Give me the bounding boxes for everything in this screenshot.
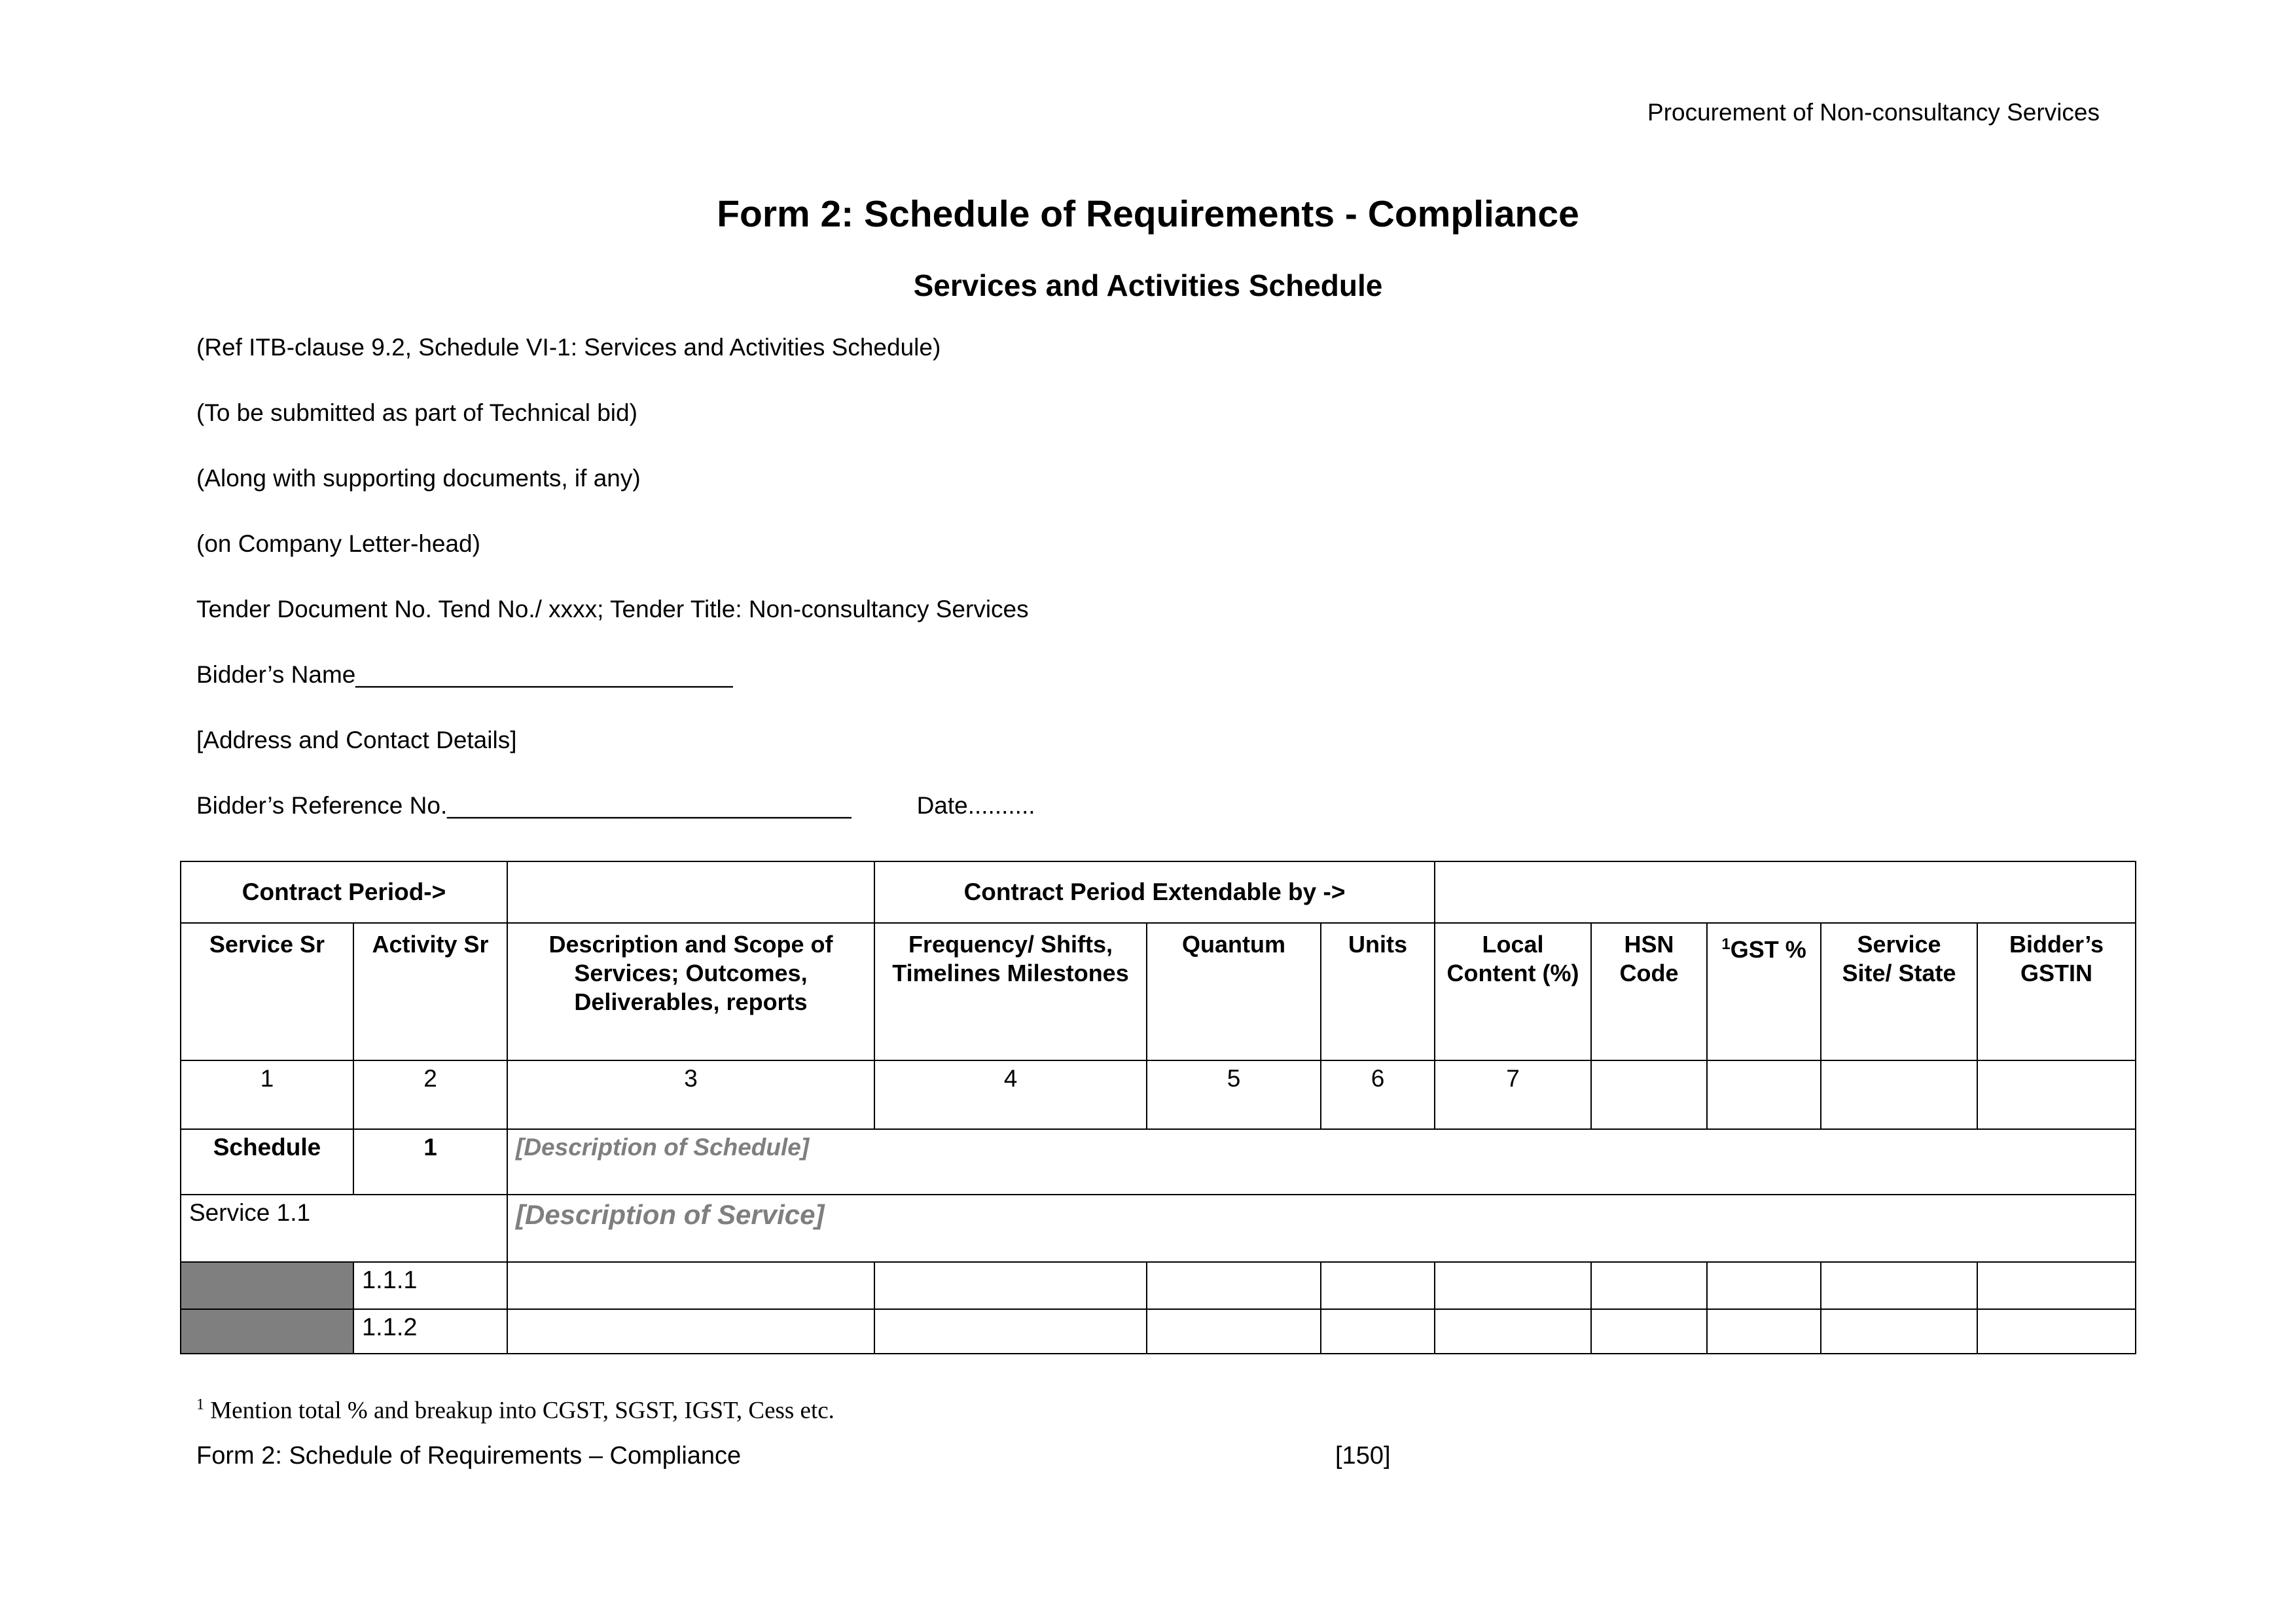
col-number-cell <box>1707 1060 1821 1129</box>
empty-cell <box>1707 1262 1821 1309</box>
services-activities-table <box>180 861 2136 1354</box>
empty-cell <box>507 1262 874 1309</box>
footnote-marker: 1 <box>196 1396 204 1413</box>
col-number-cell: 7 <box>1435 1060 1591 1129</box>
band-spacer-description <box>507 861 874 923</box>
empty-cell <box>1147 1309 1321 1354</box>
intro-line-ref-itb: (Ref ITB-clause 9.2, Schedule VI-1: Services and Activities Schedule) <box>196 334 941 361</box>
schedule-number-cell: 1 <box>353 1129 507 1195</box>
empty-cell <box>874 1309 1147 1354</box>
header-corner-text: Procurement of Non-consultancy Services <box>1647 99 2100 126</box>
footer-title: Form 2: Schedule of Requirements – Compliance <box>196 1442 742 1470</box>
shaded-cell <box>181 1262 353 1309</box>
col-number-cell: 1 <box>181 1060 353 1129</box>
intro-line-technical-bid: (To be submitted as part of Technical bid) <box>196 399 637 426</box>
band-spacer-right <box>1435 861 2136 923</box>
date-label: Date.......... <box>916 792 1035 819</box>
shaded-cell <box>181 1309 353 1354</box>
empty-cell <box>1821 1309 1977 1354</box>
empty-cell <box>874 1262 1147 1309</box>
col-number-cell: 6 <box>1321 1060 1435 1129</box>
gst-footnote <box>196 1390 2296 1425</box>
intro-line-letterhead: (on Company Letter-head) <box>196 530 480 557</box>
empty-cell <box>1321 1262 1435 1309</box>
empty-cell <box>1977 1309 2136 1354</box>
gst-footnote-marker: 1 <box>1721 935 1731 953</box>
footnote-text: Mention total % and breakup into CGST, SGST, IGST, Cess etc. <box>204 1397 834 1424</box>
band-row <box>181 861 2136 923</box>
col-header-bidders-gstin: Bidder’s GSTIN <box>1977 923 2136 1060</box>
col-number-cell: 2 <box>353 1060 507 1129</box>
empty-cell <box>1591 1262 1707 1309</box>
bidder-reference-line <box>196 791 2296 820</box>
page-footer <box>196 1441 2296 1471</box>
service-row <box>181 1195 2136 1262</box>
empty-cell <box>1147 1262 1321 1309</box>
col-header-gst <box>1707 923 1821 1060</box>
intro-block <box>196 333 2296 820</box>
address-contact-line: [Address and Contact Details] <box>196 727 517 753</box>
col-number-cell <box>1821 1060 1977 1129</box>
col-header-quantum: Quantum <box>1147 923 1321 1060</box>
schedule-description-cell: [Description of Schedule] <box>507 1129 2136 1195</box>
col-number-cell: 3 <box>507 1060 874 1129</box>
service-label-cell: Service 1.1 <box>181 1195 507 1262</box>
col-number-cell: 4 <box>874 1060 1147 1129</box>
empty-cell <box>1435 1262 1591 1309</box>
col-header-service-site: Service Site/ State <box>1821 923 1977 1060</box>
gst-header-label: GST % <box>1730 936 1806 963</box>
activity-row <box>181 1309 2136 1354</box>
empty-cell <box>1435 1309 1591 1354</box>
empty-cell <box>1977 1262 2136 1309</box>
empty-cell <box>1591 1309 1707 1354</box>
col-header-description: Description and Scope of Services; Outcomes, Deliverables, reports <box>507 923 874 1060</box>
col-header-service-sr: Service Sr <box>181 923 353 1060</box>
page-title: Form 2: Schedule of Requirements - Compliance <box>717 193 1579 235</box>
activity-number-cell: 1.1.2 <box>353 1309 507 1354</box>
bidder-name-line: Bidder’s Name____________________________ <box>196 661 733 688</box>
col-header-units: Units <box>1321 923 1435 1060</box>
col-header-frequency: Frequency/ Shifts, Timelines Milestones <box>874 923 1147 1060</box>
intro-line-tender-doc: Tender Document No. Tend No./ xxxx; Tender Title: Non-consultancy Services <box>196 596 1029 623</box>
header-row <box>181 923 2136 1060</box>
numbering-row <box>181 1060 2136 1129</box>
band-contract-period: Contract Period-> <box>181 861 507 923</box>
col-header-local-content: Local Content (%) <box>1435 923 1591 1060</box>
col-number-cell <box>1591 1060 1707 1129</box>
intro-line-supporting-docs: (Along with supporting documents, if any) <box>196 465 641 492</box>
bidder-reference-label: Bidder’s Reference No.______________________________ <box>196 792 852 819</box>
schedule-label-cell: Schedule <box>181 1129 353 1195</box>
page-subtitle: Services and Activities Schedule <box>913 268 1383 302</box>
footer-page-ref: [150] <box>1335 1442 1391 1470</box>
schedule-row <box>181 1129 2136 1195</box>
col-header-activity-sr: Activity Sr <box>353 923 507 1060</box>
empty-cell <box>1821 1262 1977 1309</box>
activity-row <box>181 1262 2136 1309</box>
service-description-cell: [Description of Service] <box>507 1195 2136 1262</box>
col-header-hsn-code: HSN Code <box>1591 923 1707 1060</box>
col-number-cell <box>1977 1060 2136 1129</box>
col-number-cell: 5 <box>1147 1060 1321 1129</box>
empty-cell <box>1321 1309 1435 1354</box>
activity-number-cell: 1.1.1 <box>353 1262 507 1309</box>
empty-cell <box>507 1309 874 1354</box>
empty-cell <box>1707 1309 1821 1354</box>
band-extendable: Contract Period Extendable by -> <box>874 861 1435 923</box>
